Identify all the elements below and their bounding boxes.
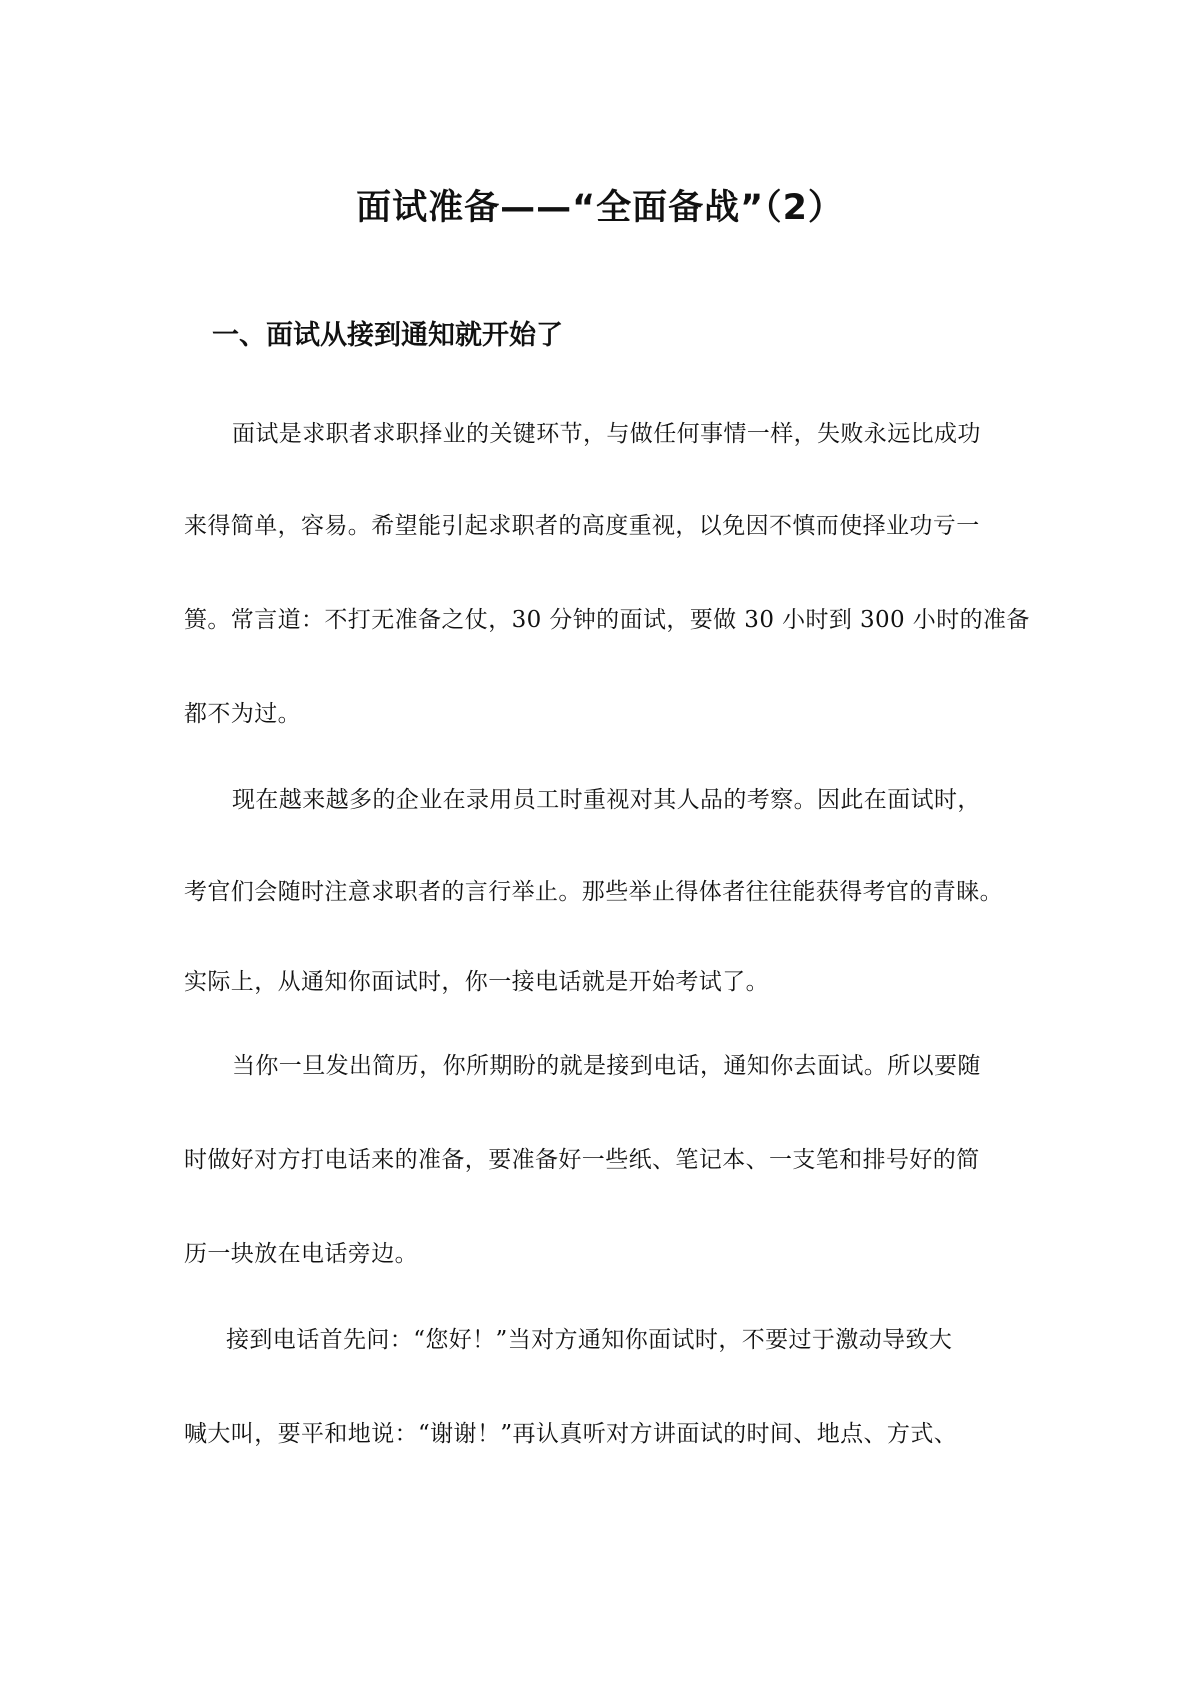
paragraph-1-line-4: 都不为过。 bbox=[184, 701, 301, 727]
paragraph-2-line-1: 现在越来越多的企业在录用员工时重视对其人品的考察。因此在面试时， bbox=[232, 787, 981, 813]
paragraph-4-line-2: 喊大叫，要平和地说：“谢谢！”再认真听对方讲面试的时间、地点、方式、 bbox=[184, 1421, 958, 1447]
section-heading: 一、面试从接到通知就开始了 bbox=[212, 320, 563, 351]
document-title: 面试准备——“全面备战”（2） bbox=[356, 188, 844, 228]
paragraph-2-line-2: 考官们会随时注意求职者的言行举止。那些举止得体者往往能获得考官的青睐。 bbox=[184, 879, 1003, 905]
paragraph-3-line-2: 时做好对方打电话来的准备，要准备好一些纸、笔记本、一支笔和排号好的简 bbox=[184, 1147, 980, 1173]
paragraph-4-line-1: 接到电话首先问：“您好！”当对方通知你面试时，不要过于激动导致大 bbox=[226, 1327, 953, 1353]
paragraph-1-line-3: 篑。常言道：不打无准备之仗，30 分钟的面试，要做 30 小时到 300 小时的准备 bbox=[184, 607, 1030, 633]
paragraph-1-line-2: 来得简单，容易。希望能引起求职者的高度重视，以免因不慎而使择业功亏一 bbox=[184, 513, 980, 539]
paragraph-1-line-1: 面试是求职者求职择业的关键环节，与做任何事情一样，失败永远比成功 bbox=[232, 421, 981, 447]
paragraph-3-line-3: 历一块放在电话旁边。 bbox=[184, 1241, 418, 1267]
paragraph-2-line-3: 实际上，从通知你面试时，你一接电话就是开始考试了。 bbox=[184, 969, 769, 995]
paragraph-3-line-1: 当你一旦发出简历，你所期盼的就是接到电话，通知你去面试。所以要随 bbox=[232, 1053, 981, 1079]
